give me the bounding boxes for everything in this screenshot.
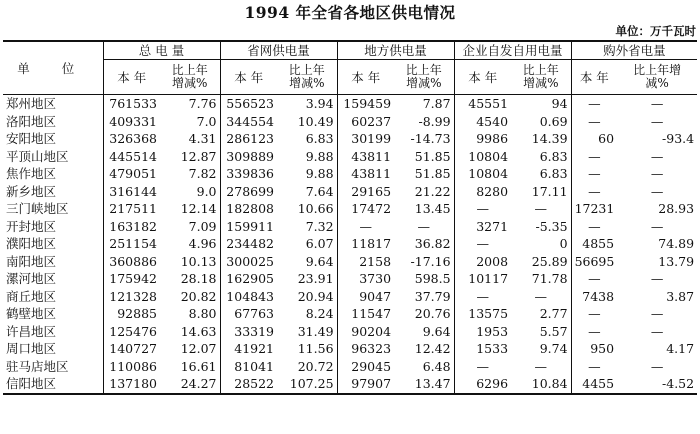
table-cell: — xyxy=(534,201,548,217)
table-cell: 10.66 xyxy=(297,201,334,217)
table-cell: -17.16 xyxy=(410,253,451,269)
group-header-total: 总 电 量 xyxy=(103,41,220,60)
table-cell: 7.64 xyxy=(305,183,334,199)
row-label: 安阳地区 xyxy=(6,131,57,147)
subheader-this-year: 本 年 xyxy=(337,60,394,95)
table-cell: 56695 xyxy=(571,253,617,271)
table-cell: — xyxy=(454,235,511,253)
table-cell: 90204 xyxy=(337,323,394,341)
table-cell: — xyxy=(454,358,511,376)
table-cell: 81041 xyxy=(220,358,277,376)
table-cell: 11.56 xyxy=(297,341,334,357)
table-cell: 125476 xyxy=(103,323,160,341)
table-cell: 20.76 xyxy=(414,306,451,322)
table-cell: 360886 xyxy=(103,253,160,271)
table-cell: 4455 xyxy=(571,375,617,394)
table-cell: 12.07 xyxy=(180,341,217,357)
table-cell: 11547 xyxy=(337,305,394,323)
table-cell: 950 xyxy=(571,340,617,358)
table-cell: — xyxy=(534,358,548,374)
table-cell: 217511 xyxy=(103,200,160,218)
table-cell: 6.83 xyxy=(305,131,334,147)
table-cell: 445514 xyxy=(103,148,160,166)
table-cell: 7.32 xyxy=(305,218,334,234)
unit-label: 单位：万千瓦时 xyxy=(615,24,696,38)
table-row xyxy=(3,375,697,394)
subheader-change-percent: 比上年增减% xyxy=(617,60,697,95)
table-cell: 10.49 xyxy=(297,113,334,129)
table-cell: 3.87 xyxy=(666,288,695,304)
table-cell: -8.99 xyxy=(418,113,451,129)
table-cell: 3.94 xyxy=(305,96,334,112)
table-cell: 92885 xyxy=(103,305,160,323)
table-row xyxy=(3,323,697,341)
subheader-this-year: 本 年 xyxy=(220,60,277,95)
table-cell: — xyxy=(650,218,664,234)
table-cell: 10.13 xyxy=(180,253,217,269)
table-cell: 74.89 xyxy=(658,236,695,252)
table-cell: -93.4 xyxy=(662,131,695,147)
table-cell: 159459 xyxy=(337,95,394,113)
table-cell: 51.85 xyxy=(414,166,451,182)
table-cell: 9.74 xyxy=(539,341,568,357)
row-label: 焦作地区 xyxy=(6,166,57,182)
subheader-this-year: 本 年 xyxy=(103,60,160,95)
table-cell: 17.11 xyxy=(531,183,568,199)
table-cell: 10804 xyxy=(454,148,511,166)
table-cell: 598.5 xyxy=(414,271,451,287)
table-cell: — xyxy=(650,113,664,129)
table-cell: 7.76 xyxy=(188,96,217,112)
table-cell: — xyxy=(571,113,617,131)
table-cell: 12.87 xyxy=(180,148,217,164)
table-cell: 6.83 xyxy=(539,166,568,182)
table-cell: 234482 xyxy=(220,235,277,253)
table-cell: — xyxy=(650,306,664,322)
row-label: 许昌地区 xyxy=(6,323,57,339)
subheader-change-percent: 比上年增减% xyxy=(277,60,337,95)
table-row xyxy=(3,218,697,236)
row-label: 开封地区 xyxy=(6,218,57,234)
table-row xyxy=(3,130,697,148)
table-cell: 96323 xyxy=(337,340,394,358)
row-header: 单 位 xyxy=(3,41,103,95)
table-cell: 4855 xyxy=(571,235,617,253)
row-label: 洛阳地区 xyxy=(6,113,57,129)
table-cell: 556523 xyxy=(220,95,277,113)
table-cell: — xyxy=(571,148,617,166)
table-cell: 71.78 xyxy=(531,271,568,287)
row-label: 漯河地区 xyxy=(6,271,57,287)
table-cell: 140727 xyxy=(103,340,160,358)
table-cell: — xyxy=(571,358,617,376)
table-cell: 1533 xyxy=(454,340,511,358)
table-cell: 110086 xyxy=(103,358,160,376)
table-cell: 43811 xyxy=(337,148,394,166)
table-row xyxy=(3,305,697,323)
subheader-change-percent: 比上年增减% xyxy=(394,60,454,95)
table-cell: 9.88 xyxy=(305,148,334,164)
table-cell: 25.89 xyxy=(531,253,568,269)
table-cell: 344554 xyxy=(220,113,277,131)
table-cell: 1953 xyxy=(454,323,511,341)
table-cell: 13.47 xyxy=(414,376,451,392)
table-row xyxy=(3,288,697,306)
group-header-provincial-grid: 省网供电量 xyxy=(220,41,337,60)
table-cell: 10804 xyxy=(454,165,511,183)
row-label: 新乡地区 xyxy=(6,183,57,199)
table-cell: 60 xyxy=(571,130,617,148)
group-header-self-use: 企业自发自用电量 xyxy=(454,41,571,60)
table-cell: 4.17 xyxy=(666,341,695,357)
table-cell: 29165 xyxy=(337,183,394,201)
table-cell: 7438 xyxy=(571,288,617,306)
table-cell: 11817 xyxy=(337,235,394,253)
table-cell: 316144 xyxy=(103,183,160,201)
table-row xyxy=(3,183,697,201)
table-cell: 137180 xyxy=(103,375,160,394)
table-cell: 13575 xyxy=(454,305,511,323)
table-row xyxy=(3,358,697,376)
table-cell: 182808 xyxy=(220,200,277,218)
table-cell: 107.25 xyxy=(289,376,334,392)
table-cell: 7.09 xyxy=(188,218,217,234)
table-cell: 162905 xyxy=(220,270,277,288)
table-cell: 28522 xyxy=(220,375,277,394)
table-cell: 7.82 xyxy=(188,166,217,182)
table-cell: 6.07 xyxy=(305,236,334,252)
table-row xyxy=(3,235,697,253)
table-cell: — xyxy=(534,288,548,304)
table-cell: 94 xyxy=(551,96,568,112)
table-cell: -5.35 xyxy=(535,218,568,234)
table-cell: 0.69 xyxy=(539,113,568,129)
table-cell: 20.82 xyxy=(180,288,217,304)
table-cell: 175942 xyxy=(103,270,160,288)
row-label: 鹤壁地区 xyxy=(6,306,57,322)
row-label: 驻马店地区 xyxy=(6,358,69,374)
table-row xyxy=(3,200,697,218)
table-cell: 24.27 xyxy=(180,376,217,392)
table-cell: — xyxy=(650,358,664,374)
table-cell: — xyxy=(571,95,617,113)
table-cell: 13.45 xyxy=(414,201,451,217)
table-cell: 3271 xyxy=(454,218,511,236)
table-cell: 9.0 xyxy=(196,183,217,199)
table-cell: 14.39 xyxy=(531,131,568,147)
group-header-out-province: 购外省电量 xyxy=(571,41,697,60)
table-cell: 97907 xyxy=(337,375,394,394)
table-cell: 21.22 xyxy=(414,183,451,199)
table-cell: 3730 xyxy=(337,270,394,288)
table-cell: — xyxy=(650,148,664,164)
table-cell: 17472 xyxy=(337,200,394,218)
table-cell: — xyxy=(571,165,617,183)
group-header-local: 地方供电量 xyxy=(337,41,454,60)
table-cell: 29045 xyxy=(337,358,394,376)
table-cell: 7.87 xyxy=(422,96,451,112)
table-cell: 9986 xyxy=(454,130,511,148)
row-label: 濮阳地区 xyxy=(6,236,57,252)
table-cell: — xyxy=(650,271,664,287)
table-cell: 20.94 xyxy=(297,288,334,304)
table-cell: 121328 xyxy=(103,288,160,306)
row-label: 郑州地区 xyxy=(6,96,57,112)
table-cell: 12.14 xyxy=(180,201,217,217)
table-cell: 30199 xyxy=(337,130,394,148)
table-cell: 17231 xyxy=(571,200,617,218)
table-row xyxy=(3,148,697,166)
table-cell: — xyxy=(454,288,511,306)
table-row xyxy=(3,340,697,358)
table-cell: 51.85 xyxy=(414,148,451,164)
table-cell: — xyxy=(650,323,664,339)
table-cell: 13.79 xyxy=(658,253,695,269)
table-cell: 8280 xyxy=(454,183,511,201)
table-cell: 339836 xyxy=(220,165,277,183)
table-cell: 9.64 xyxy=(305,253,334,269)
table-cell: 12.42 xyxy=(414,341,451,357)
table-cell: — xyxy=(571,305,617,323)
table-row xyxy=(3,165,697,183)
table-cell: 4.96 xyxy=(188,236,217,252)
table-cell: 159911 xyxy=(220,218,277,236)
table-cell: 300025 xyxy=(220,253,277,271)
table-cell: 309889 xyxy=(220,148,277,166)
table-cell: — xyxy=(454,200,511,218)
table-cell: 2158 xyxy=(337,253,394,271)
table-cell: 28.18 xyxy=(180,271,217,287)
table-cell: — xyxy=(571,183,617,201)
table-cell: — xyxy=(571,218,617,236)
table-cell: 6.83 xyxy=(539,148,568,164)
table-row xyxy=(3,113,697,131)
row-label: 周口地区 xyxy=(6,341,57,357)
table-cell: -14.73 xyxy=(410,131,451,147)
table-cell: 278699 xyxy=(220,183,277,201)
table-cell: 9.88 xyxy=(305,166,334,182)
table-cell: 37.79 xyxy=(414,288,451,304)
subheader-this-year: 本 年 xyxy=(571,60,617,95)
table-cell: 43811 xyxy=(337,165,394,183)
row-label: 商丘地区 xyxy=(6,288,57,304)
table-cell: 761533 xyxy=(103,95,160,113)
row-label: 平顶山地区 xyxy=(6,148,69,164)
row-label: 三门峡地区 xyxy=(6,201,69,217)
table-cell: — xyxy=(650,183,664,199)
table-cell: 5.57 xyxy=(539,323,568,339)
table-cell: 33319 xyxy=(220,323,277,341)
table-cell: — xyxy=(650,166,664,182)
table-cell: -4.52 xyxy=(662,376,695,392)
table-cell: 14.63 xyxy=(180,323,217,339)
table-cell: 31.49 xyxy=(297,323,334,339)
table-cell: — xyxy=(571,270,617,288)
table-cell: 7.0 xyxy=(196,113,217,129)
table-cell: 23.91 xyxy=(297,271,334,287)
table-cell: 163182 xyxy=(103,218,160,236)
table-cell: 28.93 xyxy=(658,201,695,217)
table-cell: 20.72 xyxy=(297,358,334,374)
table-cell: 60237 xyxy=(337,113,394,131)
subheader-change-percent: 比上年增减% xyxy=(511,60,571,95)
table-cell: 8.24 xyxy=(305,306,334,322)
table-row xyxy=(3,95,697,113)
table-cell: 45551 xyxy=(454,95,511,113)
table-cell: 409331 xyxy=(103,113,160,131)
table-cell: 16.61 xyxy=(180,358,217,374)
power-supply-table xyxy=(3,40,697,395)
table-cell: 6.48 xyxy=(422,358,451,374)
table-cell: — xyxy=(417,218,431,234)
table-cell: 326368 xyxy=(103,130,160,148)
table-cell: 6296 xyxy=(454,375,511,394)
table-cell: 36.82 xyxy=(414,236,451,252)
table-cell: — xyxy=(337,218,394,236)
table-cell: 104843 xyxy=(220,288,277,306)
table-cell: 10.84 xyxy=(531,376,568,392)
table-cell: 2.77 xyxy=(539,306,568,322)
table-row xyxy=(3,253,697,271)
row-label: 南阳地区 xyxy=(6,253,57,269)
row-label: 信阳地区 xyxy=(6,376,57,392)
table-cell: 41921 xyxy=(220,340,277,358)
table-cell: 0 xyxy=(559,236,568,252)
table-cell: 8.80 xyxy=(188,306,217,322)
table-cell: 9.64 xyxy=(422,323,451,339)
subheader-change-percent: 比上年增减% xyxy=(160,60,220,95)
table-cell: 10117 xyxy=(454,270,511,288)
subheader-this-year: 本 年 xyxy=(454,60,511,95)
table-cell: 4540 xyxy=(454,113,511,131)
table-title: 1994 年全省各地区供电情况 xyxy=(244,3,456,22)
table-cell: 67763 xyxy=(220,305,277,323)
table-cell: — xyxy=(571,323,617,341)
table-cell: 2008 xyxy=(454,253,511,271)
table-cell: 479051 xyxy=(103,165,160,183)
table-row xyxy=(3,270,697,288)
table-cell: — xyxy=(650,96,664,112)
table-cell: 251154 xyxy=(103,235,160,253)
table-cell: 9047 xyxy=(337,288,394,306)
table-cell: 286123 xyxy=(220,130,277,148)
table-cell: 4.31 xyxy=(188,131,217,147)
